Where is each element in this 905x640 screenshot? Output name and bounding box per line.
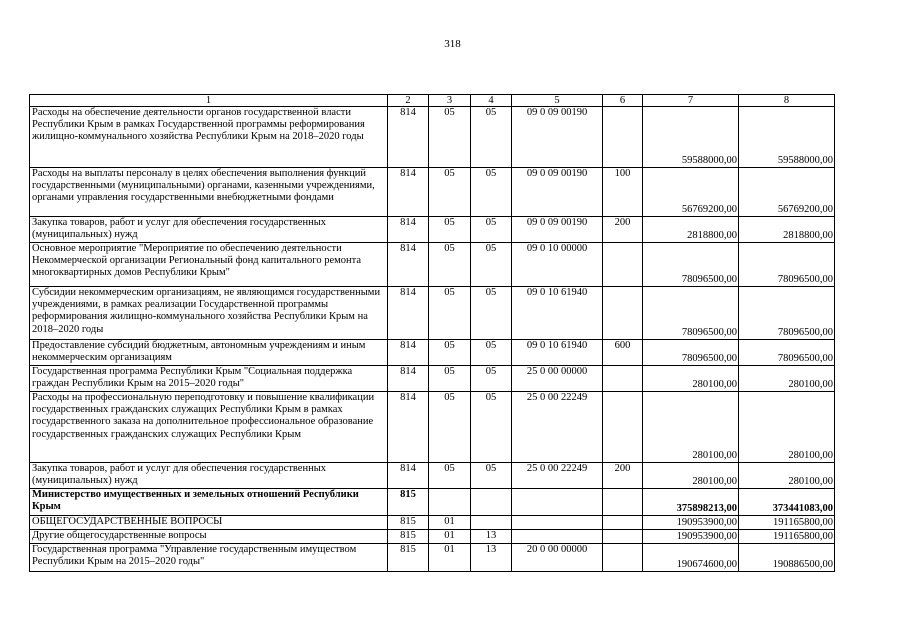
col-header-5: 5 xyxy=(512,95,603,107)
col-2-code: 814 xyxy=(388,366,429,392)
table-row xyxy=(30,366,835,392)
col-5-target xyxy=(512,516,603,530)
col-2-code: 814 xyxy=(388,243,429,287)
col-4-subsection: 05 xyxy=(471,243,512,287)
col-3-section: 05 xyxy=(429,392,471,463)
col-7-amount: 56769200,00 xyxy=(643,168,739,217)
budget-table xyxy=(29,94,835,572)
col-5-target: 09 0 10 00000 xyxy=(512,243,603,287)
col-7-amount: 190674600,00 xyxy=(643,544,739,572)
col-header-6: 6 xyxy=(603,95,643,107)
col-5-target: 09 0 10 61940 xyxy=(512,340,603,366)
row-name: Министерство имущественных и земельных отношений Республики Крым xyxy=(30,489,388,516)
col-3-section xyxy=(429,489,471,516)
table-row xyxy=(30,530,835,544)
table-row xyxy=(30,340,835,366)
row-name: Расходы на профессиональную переподготовку и повышение квалификации государственных гражданских служащих Республики Крым в рамках государственного заказа на дополнительное профессиональное образование государственных гражданских служащих Республики Крым xyxy=(30,392,388,463)
col-8-amount: 56769200,00 xyxy=(739,168,835,217)
col-6-type xyxy=(603,516,643,530)
col-7-amount: 78096500,00 xyxy=(643,340,739,366)
col-6-type: 600 xyxy=(603,340,643,366)
col-8-amount: 280100,00 xyxy=(739,463,835,489)
col-6-type xyxy=(603,530,643,544)
col-5-target: 25 0 00 22249 xyxy=(512,392,603,463)
col-header-7: 7 xyxy=(643,95,739,107)
col-4-subsection: 05 xyxy=(471,340,512,366)
col-7-amount: 280100,00 xyxy=(643,463,739,489)
col-7-amount: 78096500,00 xyxy=(643,287,739,340)
col-3-section: 05 xyxy=(429,463,471,489)
col-8-amount: 190886500,00 xyxy=(739,544,835,572)
col-6-type xyxy=(603,243,643,287)
page-number: 318 xyxy=(444,38,461,50)
col-4-subsection xyxy=(471,516,512,530)
col-3-section: 05 xyxy=(429,366,471,392)
col-6-type xyxy=(603,392,643,463)
col-8-amount: 78096500,00 xyxy=(739,340,835,366)
col-3-section: 05 xyxy=(429,243,471,287)
col-2-code: 814 xyxy=(388,463,429,489)
col-3-section: 05 xyxy=(429,340,471,366)
col-5-target xyxy=(512,489,603,516)
col-2-code: 814 xyxy=(388,287,429,340)
table-row xyxy=(30,107,835,168)
row-name: Государственная программа "Управление государственным имуществом Республики Крым на 2015–2020 годы" xyxy=(30,544,388,572)
col-6-type xyxy=(603,287,643,340)
col-4-subsection: 05 xyxy=(471,287,512,340)
row-name: Другие общегосударственные вопросы xyxy=(30,530,388,544)
col-4-subsection: 05 xyxy=(471,107,512,168)
col-8-amount: 78096500,00 xyxy=(739,287,835,340)
col-5-target: 09 0 09 00190 xyxy=(512,217,603,243)
table-row xyxy=(30,463,835,489)
col-3-section: 05 xyxy=(429,217,471,243)
col-5-target: 25 0 00 00000 xyxy=(512,366,603,392)
col-4-subsection: 05 xyxy=(471,168,512,217)
col-5-target xyxy=(512,530,603,544)
col-6-type xyxy=(603,544,643,572)
row-name: ОБЩЕГОСУДАРСТВЕННЫЕ ВОПРОСЫ xyxy=(30,516,388,530)
col-header-2: 2 xyxy=(388,95,429,107)
table-row xyxy=(30,168,835,217)
col-4-subsection: 05 xyxy=(471,392,512,463)
col-2-code: 814 xyxy=(388,217,429,243)
col-7-amount: 59588000,00 xyxy=(643,107,739,168)
col-4-subsection: 05 xyxy=(471,217,512,243)
col-5-target: 25 0 00 22249 xyxy=(512,463,603,489)
table-row xyxy=(30,489,835,516)
header-row xyxy=(30,95,835,107)
col-3-section: 01 xyxy=(429,516,471,530)
col-7-amount: 375898213,00 xyxy=(643,489,739,516)
row-name: Расходы на выплаты персоналу в целях обеспечения выполнения функций государственными (муниципальными) органами, казенными учреждениями, органами управления государственными внебюджетными фондами xyxy=(30,168,388,217)
col-2-code: 814 xyxy=(388,392,429,463)
table-row xyxy=(30,544,835,572)
col-8-amount: 78096500,00 xyxy=(739,243,835,287)
col-6-type xyxy=(603,489,643,516)
col-8-amount: 2818800,00 xyxy=(739,217,835,243)
col-8-amount: 191165800,00 xyxy=(739,530,835,544)
col-2-code: 815 xyxy=(388,530,429,544)
col-7-amount: 78096500,00 xyxy=(643,243,739,287)
col-2-code: 815 xyxy=(388,544,429,572)
col-8-amount: 280100,00 xyxy=(739,366,835,392)
col-2-code: 815 xyxy=(388,489,429,516)
col-header-3: 3 xyxy=(429,95,471,107)
col-5-target: 09 0 09 00190 xyxy=(512,168,603,217)
col-7-amount: 190953900,00 xyxy=(643,530,739,544)
row-name: Государственная программа Республики Крым "Социальная поддержка граждан Республики Крым на 2015–2020 годы" xyxy=(30,366,388,392)
col-3-section: 01 xyxy=(429,530,471,544)
col-2-code: 814 xyxy=(388,340,429,366)
col-3-section: 05 xyxy=(429,287,471,340)
table-row xyxy=(30,392,835,463)
row-name: Субсидии некоммерческим организациям, не являющимся государственными учреждениями, в рамках реализации Государственной программы реформирования жилищно-коммунального хозяйства Республики Крым на 2018–2020 годы xyxy=(30,287,388,340)
col-8-amount: 191165800,00 xyxy=(739,516,835,530)
col-4-subsection: 13 xyxy=(471,544,512,572)
col-6-type: 200 xyxy=(603,217,643,243)
col-3-section: 01 xyxy=(429,544,471,572)
col-8-amount: 280100,00 xyxy=(739,392,835,463)
row-name: Расходы на обеспечение деятельности органов государственной власти Республики Крым в рамках Государственной программы реформирования жилищно-коммунального хозяйства Республики Крым на 2018–2020 годы xyxy=(30,107,388,168)
col-4-subsection: 13 xyxy=(471,530,512,544)
col-4-subsection: 05 xyxy=(471,463,512,489)
row-name: Предоставление субсидий бюджетным, автономным учреждениям и иным некоммерческим организациям xyxy=(30,340,388,366)
table-row xyxy=(30,243,835,287)
col-7-amount: 2818800,00 xyxy=(643,217,739,243)
row-name: Основное мероприятие "Мероприятие по обеспечению деятельности Некоммерческой организации Региональный фонд капитального ремонта многоквартирных домов Республики Крым" xyxy=(30,243,388,287)
col-6-type xyxy=(603,107,643,168)
col-4-subsection xyxy=(471,489,512,516)
col-6-type xyxy=(603,366,643,392)
col-6-type: 200 xyxy=(603,463,643,489)
col-8-amount: 373441083,00 xyxy=(739,489,835,516)
row-name: Закупка товаров, работ и услуг для обеспечения государственных (муниципальных) нужд xyxy=(30,217,388,243)
table-body xyxy=(30,107,835,572)
col-7-amount: 280100,00 xyxy=(643,392,739,463)
table-row xyxy=(30,516,835,530)
col-5-target: 20 0 00 00000 xyxy=(512,544,603,572)
col-2-code: 815 xyxy=(388,516,429,530)
col-3-section: 05 xyxy=(429,168,471,217)
col-8-amount: 59588000,00 xyxy=(739,107,835,168)
col-header-8: 8 xyxy=(739,95,835,107)
col-6-type: 100 xyxy=(603,168,643,217)
col-2-code: 814 xyxy=(388,168,429,217)
col-header-1: 1 xyxy=(30,95,388,107)
col-4-subsection: 05 xyxy=(471,366,512,392)
col-7-amount: 280100,00 xyxy=(643,366,739,392)
col-header-4: 4 xyxy=(471,95,512,107)
table-row xyxy=(30,287,835,340)
col-5-target: 09 0 10 61940 xyxy=(512,287,603,340)
col-2-code: 814 xyxy=(388,107,429,168)
row-name: Закупка товаров, работ и услуг для обеспечения государственных (муниципальных) нужд xyxy=(30,463,388,489)
col-3-section: 05 xyxy=(429,107,471,168)
col-5-target: 09 0 09 00190 xyxy=(512,107,603,168)
table-row xyxy=(30,217,835,243)
col-7-amount: 190953900,00 xyxy=(643,516,739,530)
